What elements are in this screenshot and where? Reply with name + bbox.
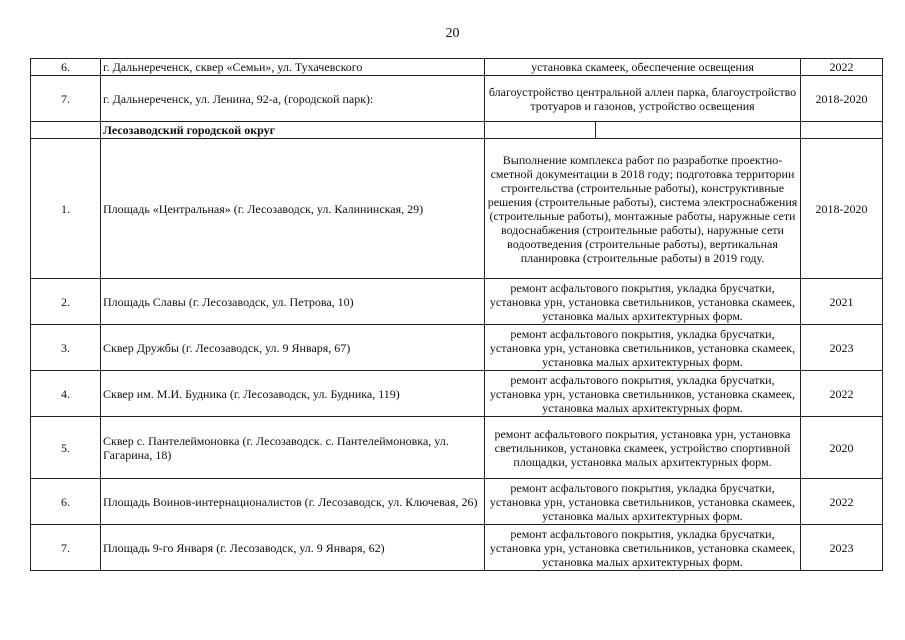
object-works: установка скамеек, обеспечение освещения xyxy=(485,59,801,76)
object-works: ремонт асфальтового покрытия, укладка брусчатки, установка урн, установка светильников, установка скамеек, установка малых архитектурных форм. xyxy=(485,279,801,325)
object-address: Площадь «Центральная» (г. Лесозаводск, ул. Калининская, 29) xyxy=(101,139,485,279)
table-row xyxy=(31,76,883,122)
table-row xyxy=(31,525,883,571)
object-address: Площадь Воинов-интернационалистов (г. Лесозаводск, ул. Ключевая, 26) xyxy=(101,479,485,525)
table-row xyxy=(31,325,883,371)
table-row xyxy=(31,139,883,279)
object-address: Сквер им. М.И. Будника (г. Лесозаводск, ул. Будника, 119) xyxy=(101,371,485,417)
object-works: Выполнение комплекса работ по разработке проектно-сметной документации в 2018 году; подготовка территории строительства (строительные работы), конструктивные решения (строительные работы), система электроснабжения (строительные работы), монтажные работы, наружные сети водоснабжения (строительные работы), наружные сети водоотведения (строительные работы), вертикальная планировка (строительные работы) в 2019 году. xyxy=(485,139,801,279)
table-row xyxy=(31,371,883,417)
object-address: Площадь Славы (г. Лесозаводск, ул. Петрова, 10) xyxy=(101,279,485,325)
row-number: 1. xyxy=(31,139,101,279)
object-years: 2018-2020 xyxy=(801,76,883,122)
object-works: благоустройство центральной аллеи парка, благоустройство тротуаров и газонов, устройство освещения xyxy=(485,76,801,122)
object-works: ремонт асфальтового покрытия, установка урн, установка светильников, установка скамеек, устройство спортивной площадки, установка малых архитектурных форм. xyxy=(485,417,801,479)
object-years: 2022 xyxy=(801,59,883,76)
table-row xyxy=(31,59,883,76)
table-row xyxy=(31,479,883,525)
object-works: ремонт асфальтового покрытия, укладка брусчатки, установка урн, установка светильников, установка скамеек, установка малых архитектурных форм. xyxy=(485,525,801,571)
object-years: 2020 xyxy=(801,417,883,479)
section-empty-cell xyxy=(31,122,101,139)
row-number: 2. xyxy=(31,279,101,325)
section-row xyxy=(31,122,883,139)
object-address: г. Дальнереченск, ул. Ленина, 92-а, (городской парк): xyxy=(101,76,485,122)
object-years: 2018-2020 xyxy=(801,139,883,279)
object-years: 2023 xyxy=(801,325,883,371)
row-number: 7. xyxy=(31,525,101,571)
table-row xyxy=(31,417,883,479)
row-number: 5. xyxy=(31,417,101,479)
table-row xyxy=(31,279,883,325)
page-number: 20 xyxy=(445,26,460,41)
row-number: 6. xyxy=(31,479,101,525)
improvement-objects-table xyxy=(30,58,883,571)
object-years: 2022 xyxy=(801,479,883,525)
row-number: 6. xyxy=(31,59,101,76)
row-number: 4. xyxy=(31,371,101,417)
object-years: 2022 xyxy=(801,371,883,417)
object-years: 2021 xyxy=(801,279,883,325)
object-address: Сквер Дружбы (г. Лесозаводск, ул. 9 Января, 67) xyxy=(101,325,485,371)
section-empty-cell xyxy=(801,122,883,139)
object-address: Площадь 9-го Января (г. Лесозаводск, ул. 9 Января, 62) xyxy=(101,525,485,571)
section-title: Лесозаводский городской округ xyxy=(101,122,485,139)
object-works: ремонт асфальтового покрытия, укладка брусчатки, установка урн, установка светильников, установка скамеек, установка малых архитектурных форм. xyxy=(485,325,801,371)
object-address: Сквер с. Пантелеймоновка (г. Лесозаводск. с. Пантелеймоновка, ул. Гагарина, 18) xyxy=(101,417,485,479)
section-empty-cell xyxy=(485,122,801,139)
row-number: 3. xyxy=(31,325,101,371)
row-number: 7. xyxy=(31,76,101,122)
object-address: г. Дальнереченск, сквер «Семьи», ул. Тухачевского xyxy=(101,59,485,76)
object-works: ремонт асфальтового покрытия, укладка брусчатки, установка урн, установка светильников, установка скамеек, установка малых архитектурных форм. xyxy=(485,371,801,417)
object-years: 2023 xyxy=(801,525,883,571)
object-works: ремонт асфальтового покрытия, укладка брусчатки, установка урн, установка светильников, установка скамеек, установка малых архитектурных форм. xyxy=(485,479,801,525)
